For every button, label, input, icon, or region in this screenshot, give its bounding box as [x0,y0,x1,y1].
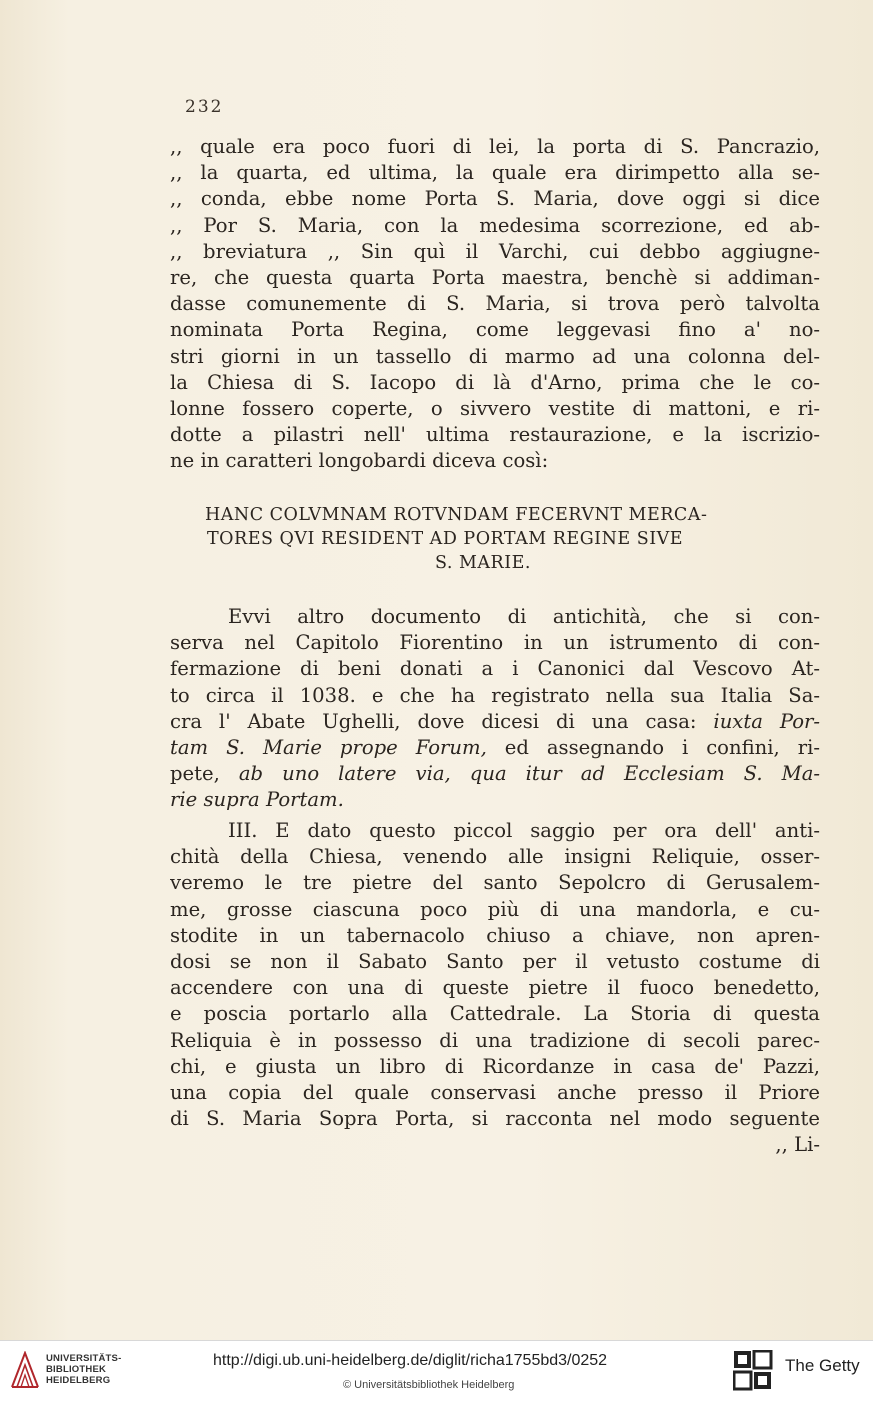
text-line: III. E dato questo piccol saggio per ora dell' anti- [228,819,820,842]
text-line: Reliquia è in possesso di una tradizione di secoli parec- [170,1028,820,1052]
text-line: nominata Porta Regina, come leggevasi fino a' no- [170,318,820,342]
text-line: stodite in un tabernacolo chiuso a chiave, non apren- [170,923,820,947]
text-line: dasse comunemente di S. Maria, si trova però talvolta [170,292,820,316]
latin-fragment: ab uno latere via, [238,762,451,786]
text-line: ne in caratteri longobardi diceva così: [170,449,549,473]
partner-name[interactable]: The Getty [785,1356,860,1375]
library-name-line: UNIVERSITÄTS- [46,1353,122,1364]
catchword: ,, Li- [775,1133,820,1157]
library-name-line: HEIDELBERG [46,1375,111,1386]
permalink-url[interactable]: http://digi.ub.uni-heidelberg.de/diglit/richa1755bd3/0252 [213,1352,608,1369]
inscription-line: HANC COLVMNAM ROTVNDAM FECERVNT MERCA- [205,505,708,525]
viewer-footer [0,1340,873,1401]
text-line: re, che questa quarta Porta maestra, benchè si addiman- [170,266,820,290]
latin-fragment: tam S. Marie prope Forum, [170,736,487,760]
latin-fragment: iuxta Por- [713,709,820,733]
text-line: fermazione di beni donati a i Canonici dal Vescovo At- [170,657,820,681]
text-line [170,761,820,787]
text-line: ,, quale era poco fuori di lei, la porta di S. Pancrazio, [170,135,820,158]
text-line: to circa il 1038. e che ha registrato nella sua Italia Sa- [170,683,820,707]
inscription-line: S. MARIE. [435,553,531,573]
text-line: rie supra Portam. [170,788,344,812]
library-name [46,1353,121,1386]
getty-logo-icon[interactable] [733,1350,773,1392]
text-line: ,, Por S. Maria, con la medesima scorrezione, ed ab- [170,213,820,237]
text-line [170,735,820,761]
library-name-line: BIBLIOTHEK [46,1364,107,1375]
inscription-line: TORES QVI RESIDENT AD PORTAM REGINE SIVE [207,529,684,549]
text-fragment: pete, [170,762,220,786]
text-line: dosi se non il Sabato Santo per il vetusto costume di [170,950,820,974]
inscription-quote [205,503,785,575]
text-line: la Chiesa di S. Iacopo di là d'Arno, prima che le co- [170,370,820,394]
page-number: 232 [185,97,224,117]
text-line: veremo le tre pietre del santo Sepolcro di Gerusalem- [170,871,820,895]
text-line: di S. Maria Sopra Porta, si racconta nel modo seguente [170,1107,820,1131]
text-line: me, grosse ciascuna poco più di una mandorla, e cu- [170,897,820,921]
text-line [170,709,820,735]
text-fragment: ed assegnando i confini, ri- [504,736,820,760]
text-line: chità della Chiesa, venendo alle insigni Reliquie, osser- [170,845,820,869]
paragraph-varchi-quote [170,134,820,475]
text-line: dotte a pilastri nell' ultima restaurazione, e la iscrizio- [170,423,820,447]
text-line: lonne fossero coperte, o sivvero vestite di mattoni, e ri- [170,397,820,421]
text-line: chi, e giusta un libro di Ricordanze in casa de' Pazzi, [170,1054,820,1078]
text-line: ,, la quarta, ed ultima, la quale era dirimpetto alla se- [170,161,820,185]
text-line: Evvi altro documento di antichità, che si con- [228,605,820,628]
text-line: ,, conda, ebbe nome Porta S. Maria, dove oggi si dice [170,187,820,211]
text-line: e poscia portarlo alla Cattedrale. La Storia di questa [170,1002,820,1026]
paragraph-reliquie [170,818,820,1159]
text-line: accendere con una di queste pietre il fuoco benedetto, [170,976,820,1000]
text-line: serva nel Capitolo Fiorentino in un istrumento di con- [170,631,820,655]
ub-heidelberg-logo-icon[interactable] [10,1351,40,1389]
latin-fragment: qua itur ad Ecclesiam S. Ma- [469,762,820,786]
copyright-notice: © Universitätsbibliothek Heidelberg [343,1379,515,1391]
text-line: una copia del quale conservasi anche presso il Priore [170,1081,820,1105]
paragraph-documento [170,604,820,814]
text-fragment: cra l' Abate Ughelli, dove dicesi di una casa: [170,709,697,733]
text-line: ,, breviatura ,, Sin quì il Varchi, cui debbo aggiugne- [170,239,820,263]
text-line: stri giorni in un tassello di marmo ad una colonna del- [170,344,820,368]
